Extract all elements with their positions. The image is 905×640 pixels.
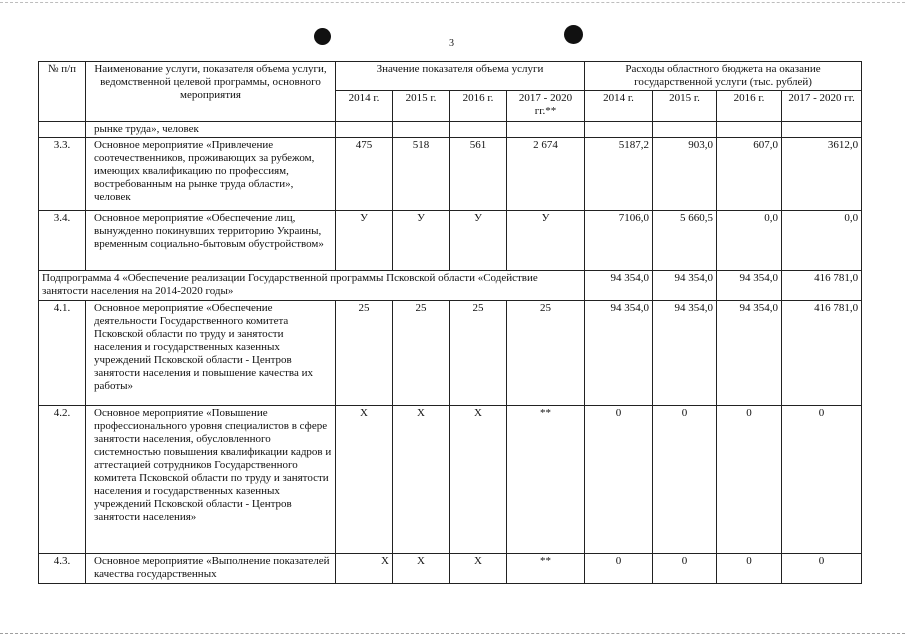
header-expense-2016: 2016 г.	[717, 91, 782, 122]
row-value: У	[336, 211, 393, 271]
row-expense: 0	[782, 406, 862, 554]
header-expense-group: Расходы областного бюджета на оказание государственной услуги (тыс. рублей)	[585, 62, 862, 91]
row-value: 518	[393, 138, 450, 211]
row-num	[39, 122, 86, 138]
punch-hole-right	[564, 25, 583, 44]
row-value: Х	[393, 406, 450, 554]
row-value: Х	[450, 554, 507, 584]
table-row	[39, 406, 862, 554]
row-value: Х	[450, 406, 507, 554]
row-expense: 0	[653, 406, 717, 554]
row-value: 561	[450, 138, 507, 211]
row-expense: 94 354,0	[585, 301, 653, 406]
row-name: Основное мероприятие «Выполнение показателей качества государственных	[86, 554, 336, 584]
scan-edge-bottom	[0, 633, 905, 634]
row-name: рынке труда», человек	[86, 122, 336, 138]
row-num: 3.3.	[39, 138, 86, 211]
row-expense: 94 354,0	[717, 301, 782, 406]
row-value: 2 674	[507, 138, 585, 211]
row-expense	[585, 122, 653, 138]
row-expense: 7106,0	[585, 211, 653, 271]
row-expense	[782, 122, 862, 138]
header-num: № п/п	[39, 62, 86, 122]
row-value	[450, 122, 507, 138]
row-value: Х	[336, 554, 393, 584]
row-expense: 0	[585, 554, 653, 584]
row-value	[393, 122, 450, 138]
table-row	[39, 138, 862, 211]
row-name: Основное мероприятие «Обеспечение деятельности Государственного комитета Псковской области по труду и занятости населения и государственных казенных учреждений Псковской области - Центров занятости населения и повышение качества их работы»	[86, 301, 336, 406]
row-name: Основное мероприятие «Обеспечение лиц, вынужденно покинувших территорию Украины, временным социально-бытовым обустройством»	[86, 211, 336, 271]
row-value	[336, 122, 393, 138]
subprogram-expense: 94 354,0	[585, 271, 653, 301]
header-value-group: Значение показателя объема услуги	[336, 62, 585, 91]
row-expense: 0	[585, 406, 653, 554]
row-value: У	[507, 211, 585, 271]
services-table	[38, 61, 862, 584]
row-expense: 0,0	[782, 211, 862, 271]
header-expense-2017-2020: 2017 - 2020 гг.	[782, 91, 862, 122]
row-num: 4.2.	[39, 406, 86, 554]
row-expense: 5 660,5	[653, 211, 717, 271]
table-row	[39, 301, 862, 406]
row-value: У	[393, 211, 450, 271]
subprogram-expense: 94 354,0	[717, 271, 782, 301]
row-num: 4.1.	[39, 301, 86, 406]
row-expense: 0	[717, 406, 782, 554]
row-name: Основное мероприятие «Повышение профессионального уровня специалистов в сфере занятости населения, обусловленного системностью повышения квалификации кадров и аттестацией сотрудников Государственного комитета Псковской области по труду и занятости населения и государственных казенных учреждений Псковской области - Центров занятости населения»	[86, 406, 336, 554]
row-value: 475	[336, 138, 393, 211]
row-expense: 94 354,0	[653, 301, 717, 406]
subprogram-row	[39, 271, 862, 301]
header-expense-2014: 2014 г.	[585, 91, 653, 122]
subprogram-title: Подпрограмма 4 «Обеспечение реализации Государственной программы Псковской области «Содействие занятости населения на 2014-2020 годы»	[39, 271, 585, 301]
row-expense	[653, 122, 717, 138]
row-expense: 607,0	[717, 138, 782, 211]
row-value: 25	[393, 301, 450, 406]
header-year-2015: 2015 г.	[393, 91, 450, 122]
header-name: Наименование услуги, показателя объема услуги, ведомственной целевой программы, основного мероприятия	[86, 62, 336, 122]
subprogram-expense: 416 781,0	[782, 271, 862, 301]
header-year-2016: 2016 г.	[450, 91, 507, 122]
punch-hole-left	[314, 28, 331, 45]
row-expense: 903,0	[653, 138, 717, 211]
row-expense: 3612,0	[782, 138, 862, 211]
header-year-2014: 2014 г.	[336, 91, 393, 122]
row-expense: 0	[717, 554, 782, 584]
row-value: Х	[393, 554, 450, 584]
table-row	[39, 554, 862, 584]
scan-edge-top	[0, 2, 905, 3]
row-value: **	[507, 406, 585, 554]
row-num: 3.4.	[39, 211, 86, 271]
row-value: У	[450, 211, 507, 271]
table-row	[39, 211, 862, 271]
row-expense: 0,0	[717, 211, 782, 271]
row-value: 25	[507, 301, 585, 406]
subprogram-expense: 94 354,0	[653, 271, 717, 301]
row-value: 25	[336, 301, 393, 406]
header-row-1	[39, 62, 862, 91]
row-expense: 5187,2	[585, 138, 653, 211]
header-year-2017-2020: 2017 - 2020 гг.**	[507, 91, 585, 122]
row-value	[507, 122, 585, 138]
row-expense	[717, 122, 782, 138]
table-row	[39, 122, 862, 138]
row-value: 25	[450, 301, 507, 406]
header-expense-2015: 2015 г.	[653, 91, 717, 122]
row-expense: 416 781,0	[782, 301, 862, 406]
row-name: Основное мероприятие «Привлечение соотечественников, проживающих за рубежом, имеющих квалификацию по профессиям, востребованным на рынке труда области», человек	[86, 138, 336, 211]
row-expense: 0	[653, 554, 717, 584]
row-value: **	[507, 554, 585, 584]
row-value: Х	[336, 406, 393, 554]
row-num: 4.3.	[39, 554, 86, 584]
page-number: 3	[449, 38, 454, 49]
row-expense: 0	[782, 554, 862, 584]
